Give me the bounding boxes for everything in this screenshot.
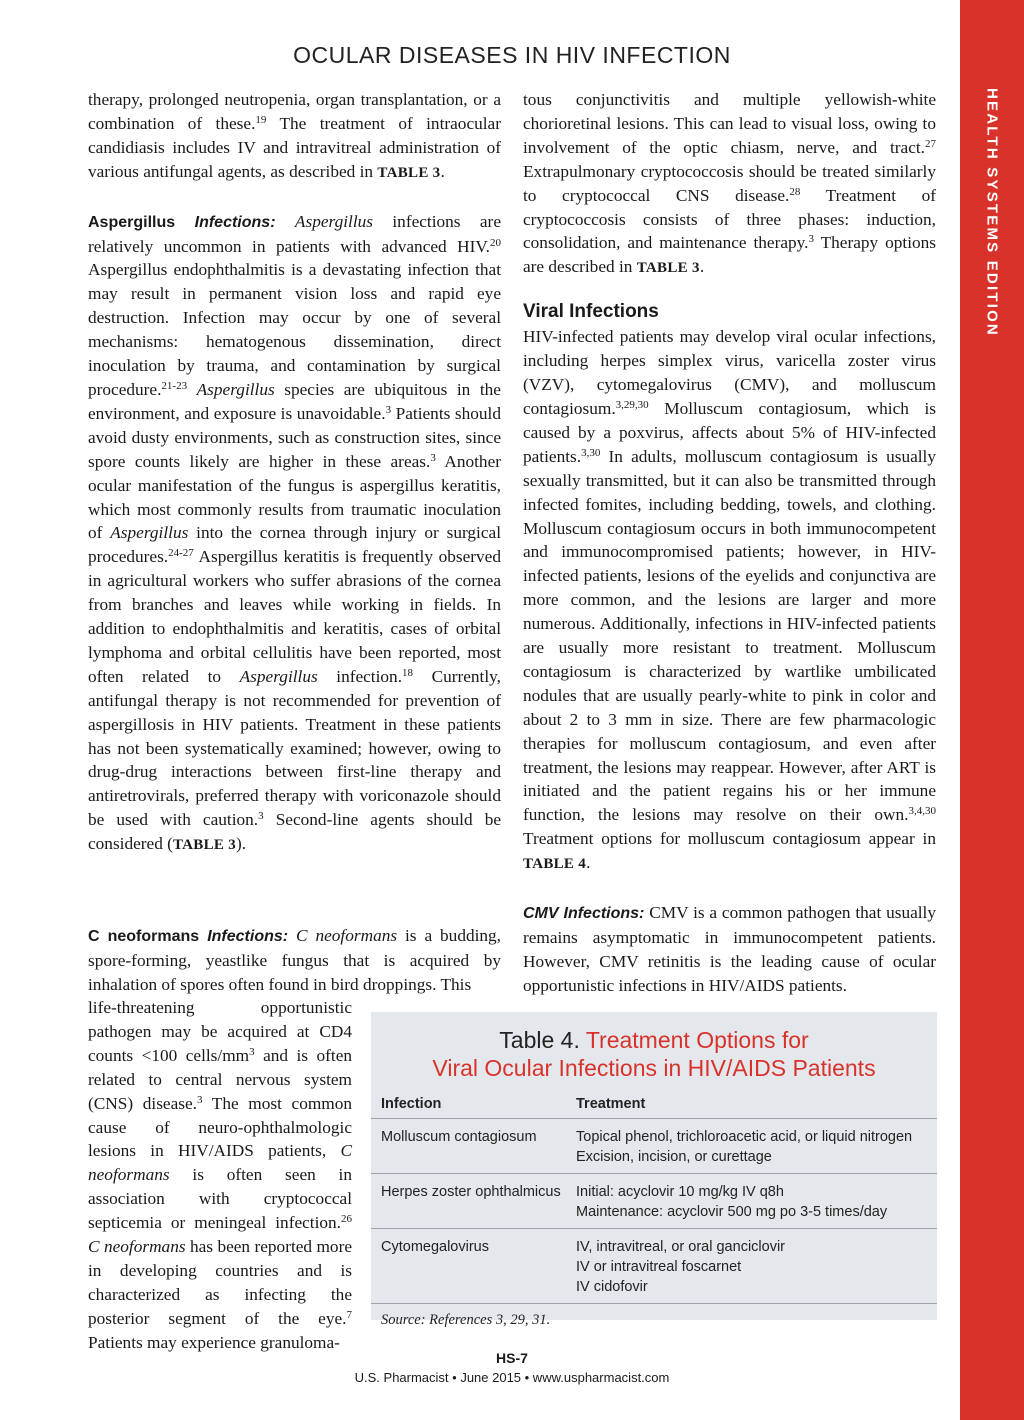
edition-label: HEALTH SYSTEMS EDITION bbox=[983, 88, 1001, 337]
infection-cell: Cytomegalovirus bbox=[381, 1239, 489, 1255]
table-title: Table 4. Treatment Options for Viral Ocular Infections in HIV/AIDS Patients bbox=[432, 1027, 876, 1081]
run-in-heading: CMV Infections: bbox=[523, 905, 645, 923]
table-source: Source: References 3, 29, 31. bbox=[381, 1312, 551, 1328]
paragraph-cneoformans-start: C neoformans Infections: C neoformans is a budding, spore-forming, yeastlike fungus that is acquired by inhalation of spores often found in bird droppings. This bbox=[88, 926, 502, 994]
page-title: OCULAR DISEASES IN HIV INFECTION bbox=[293, 42, 731, 68]
left-column bbox=[88, 88, 501, 858]
table-reference: TABLE 3 bbox=[172, 837, 237, 854]
treatment-cell: Initial: acyclovir 10 mg/kg IV q8h Maintenance: acyclovir 500 mg po 3-5 times/day bbox=[576, 1184, 888, 1220]
run-in-heading: Aspergillus Infections: bbox=[88, 213, 276, 231]
table-4 bbox=[371, 1012, 937, 1328]
column-header-infection: Infection bbox=[381, 1096, 442, 1112]
paragraph: therapy, prolonged neutropenia, organ transplantation, or a combination of these.$^{19}$ The treatment of intraocular candidiasis includes IV and intravitreal administration of various antifungal agents, as described in TABLE 3. bbox=[88, 90, 501, 181]
table-row bbox=[371, 1174, 937, 1229]
paragraph-aspergillus: Aspergillus Infections: Aspergillus infections are relatively uncommon in patients with advanced HIV.$^{20}$ Aspergillus endophthalmitis is a devastating infection that may result in permanent vision loss and rapid eye destruction. Infection may occur by one of several mechanisms: hematogenous dissemination, direct inoculation by trauma, and contamination by surgical procedure.$^{21-23}$ Aspergillus species are ubiquitous in the environment, and exposure is unavoidable.$^3$ Patients should avoid dusty environments, such as construction sites, since spore counts likely are higher in these areas.$^3$ Another ocular manifestation of the fungus is aspergillus keratitis, which most commonly results from traumatic inoculation of Aspergillus into the cornea through injury or surgical procedures.$^{24-27}$ Aspergillus keratitis is frequently observed in agricultural workers who suffer abrasions of the cornea from branches and leaves while working in fields. In addition to endophthalmitis and keratitis, cases of orbital lymphoma and orbital cellulitis have been reported, most often related to Aspergillus infection.$^{18}$ Currently, antifungal therapy is not recommended for prevention of aspergillosis in HIV patients. Treatment in these patients has not been systematically examined; however, owing to drug-drug interactions between first-line therapy and antiretrovirals, preferred therapy with voriconazole should be used with caution.$^3$ Second-line agents should be considered (TABLE 3). bbox=[88, 211, 502, 854]
table-header-row bbox=[371, 1090, 937, 1119]
paragraph-cneoformans-cont: life-threatening opportunistic pathogen may be acquired at CD4 counts <100 cells/$mm^3$ and is often related to central nervous system (CNS) disease.$^3$ The most common cause of neuro-ophthalmologic lesions in HIV/AIDS patients, C neoformans is often seen in association with cryptococcal septicemia or meningeal infection.$^{26}$ C neoformans has been reported more in developing countries and is characterized as infecting the posterior segment of the eye.$^7$ Patients may experience granuloma- bbox=[88, 998, 352, 1352]
left-column-cneoformans bbox=[88, 924, 501, 997]
paragraph-viral: HIV-infected patients may develop viral ocular infections, including herpes simplex virus, varicella zoster virus (VZV), cytomegalovirus (CMV), and molluscum contagiosum.$^{3,29,30}$ Molluscum contagiosum, which is caused by a poxvirus, affects about 5% of HIV-infected patients.$^{3,30}$ In adults, molluscum contagiosum is usually sexually transmitted, but it can also be transmitted through infected fomites, including bedding, towels, and clothing. Molluscum contagiosum occurs in both immunocompetent and immunocompromised patients; however, in HIV-infected patients, lesions of the eyelids and conjunctiva are more common, and the lesions are larger and more numerous. Additionally, infections in HIV-infected patients are usually more resistant to treatment. Molluscum contagiosum is characterized by wartlike umbilicated nodules that are usually pearly-white to pink in color and about 2 to 3 mm in size. There are few pharmacologic therapies for molluscum contagiosum, and even after treatment, the lesions may reappear. However, after ART is initiated and the patient regains his or her immune function, the lesions may resolve on their own.$^{3,4,30}$ Treatment options for molluscum contagiosum appear in TABLE 4. bbox=[523, 327, 936, 873]
table-row bbox=[371, 1229, 937, 1304]
right-column bbox=[523, 88, 936, 998]
left-column-narrow bbox=[88, 996, 352, 1355]
table-reference: TABLE 3 bbox=[636, 260, 700, 277]
run-in-heading: C neoformans Infections: bbox=[88, 928, 289, 945]
section-heading-viral: Viral Infections bbox=[523, 301, 659, 323]
table-reference: TABLE 4 bbox=[523, 856, 587, 873]
table-body bbox=[371, 1090, 937, 1330]
page-number: HS-7 bbox=[496, 1350, 528, 1366]
table-reference: TABLE 3 bbox=[377, 164, 441, 181]
column-header-treatment: Treatment bbox=[576, 1096, 646, 1112]
paragraph: tous conjunctivitis and multiple yellowish-white chorioretinal lesions. This can lead to visual loss, owing to involvement of the optic chiasm, nerve, and tract.$^{27}$ Extrapulmonary cryptococcosis should be treated similarly to cryptococcal CNS disease.$^{28}$ Treatment of cryptococcosis consists of three phases: induction, consolidation, and maintenance therapy.$^3$ Therapy options are described in TABLE 3. bbox=[523, 90, 937, 277]
table-row bbox=[371, 1119, 937, 1174]
infection-cell: Herpes zoster ophthalmicus bbox=[381, 1184, 561, 1200]
paragraph-cmv: CMV Infections: CMV is a common pathogen that usually remains asymptomatic in immunocompetent patients. However, CMV retinitis is the leading cause of ocular opportunistic infections in HIV/AIDS patients. bbox=[523, 903, 937, 995]
treatment-cell: IV, intravitreal, or oral ganciclovir IV or intravitreal foscarnet IV cidofovir bbox=[576, 1239, 785, 1295]
infection-cell: Molluscum contagiosum bbox=[381, 1129, 537, 1145]
publication-footer: U.S. Pharmacist • June 2015 • www.uspharmacist.com bbox=[354, 1370, 670, 1385]
treatment-cell: Topical phenol, trichloroacetic acid, or liquid nitrogen Excision, incision, or curettage bbox=[576, 1129, 913, 1165]
